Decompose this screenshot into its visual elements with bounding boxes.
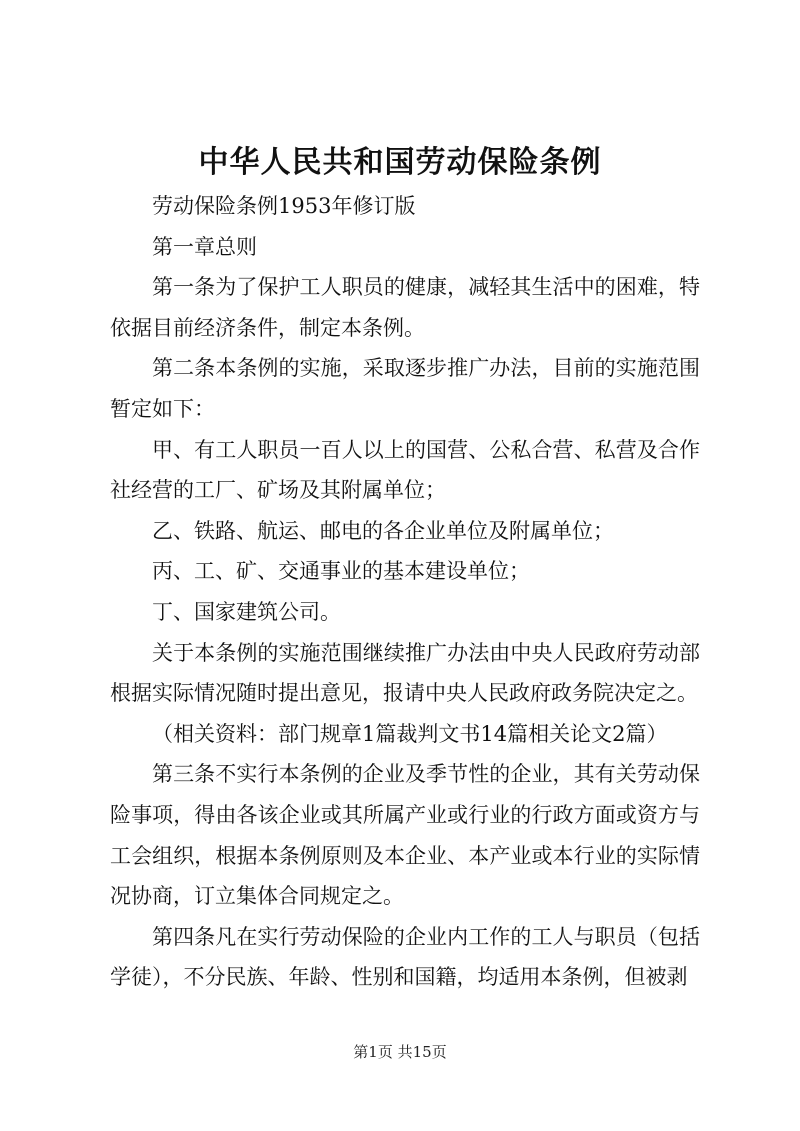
paragraph-article-3: 第三条不实行本条例的企业及季节性的企业，其有关劳动保险事项，得由各该企业或其所属产业或行业的行政方面或资方与工会组织，根据本条例原则及本企业、本产业或本行业的实际情况协商，订立集体合同规定之。	[110, 762, 700, 909]
paragraph-article-2: 第二条本条例的实施，采取逐步推广办法，目前的实施范围暂定如下：	[110, 356, 700, 421]
paragraph-scope-extension: 关于本条例的实施范围继续推广办法由中央人民政府劳动部根据实际情况随时提出意见，报请中央人民政府政务院决定之。	[110, 640, 700, 706]
paragraph-subtitle: 劳动保险条例1953年修订版	[152, 194, 416, 218]
paragraph-chapter-heading: 第一章总则	[152, 234, 257, 259]
paragraph-article-4: 第四条凡在实行劳动保险的企业内工作的工人与职员（包括学徒），不分民族、年龄、性别和国籍，均适用本条例，但被剥	[110, 924, 700, 990]
paragraph-item-b: 乙、铁路、航运、邮电的各企业单位及附属单位；	[152, 518, 614, 543]
paragraph-related-materials: （相关资料：部门规章1篇裁判文书14篇相关论文2篇）	[152, 721, 668, 746]
page-number-footer: 第1页 共15页	[353, 1043, 447, 1061]
paragraph-article-1: 第一条为了保护工人职员的健康，减轻其生活中的困难，特依据目前经济条件，制定本条例。	[110, 275, 700, 340]
paragraph-item-c: 丙、工、矿、交通事业的基本建设单位；	[152, 559, 530, 584]
document-title: 中华人民共和国劳动保险条例	[198, 145, 602, 180]
paragraph-item-d: 丁、国家建筑公司。	[152, 599, 341, 624]
document-body	[110, 186, 700, 998]
paragraph-item-a: 甲、有工人职员一百人以上的国营、公私合营、私营及合作社经营的工厂、矿场及其附属单位；	[110, 437, 700, 503]
